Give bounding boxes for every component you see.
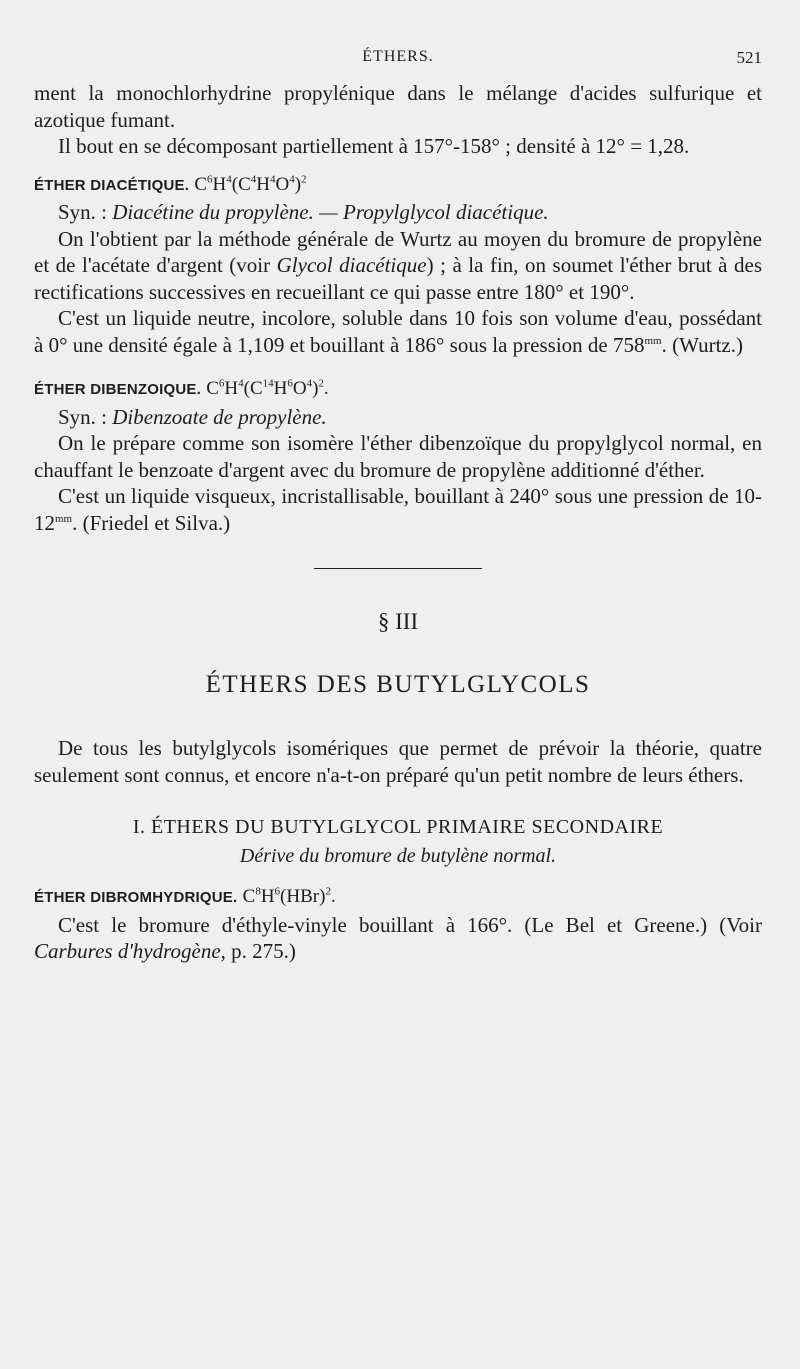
ether-name: ÉTHER DIBROMHYDRIQUE. — [34, 889, 238, 906]
body-text — [34, 80, 762, 965]
paragraph-description: C'est le bromure d'éthyle-vinyle bouillant à 166°. (Le Bel et Greene.) (Voir Carbures d'hydrogène, p. 275.) — [34, 912, 762, 963]
paragraph-properties: C'est un liquide visqueux, incristallisable, bouillant à 240° sous une pression de $10-12^{mm}$. (Friedel et Silva.) — [34, 484, 762, 535]
paragraph-continuation: ment la monochlorhydrine propylénique dans le mélange d'acides sulfurique et azotique fumant. — [34, 81, 762, 132]
section-divider — [314, 568, 482, 569]
running-head — [34, 48, 762, 72]
section-title: ÉTHERS DES BUTYLGLYCOLS — [205, 671, 591, 698]
page — [34, 0, 762, 1369]
paragraph-preparation: On le prépare comme son isomère l'éther dibenzoïque du propylglycol normal, en chauffant le benzoate d'argent avec du bromure de propylène additionné d'éther. — [34, 431, 762, 482]
ether-name: ÉTHER DIACÉTIQUE. — [34, 176, 190, 194]
ether-name: ÉTHER DIBENZOIQUE. — [34, 381, 201, 398]
chemical-formula: $C^6H^4(C^4H^4O^4)^2$ — [194, 173, 307, 195]
paragraph-properties: C'est un liquide neutre, incolore, soluble dans 10 fois son volume d'eau, possédant à 0° une densité égale à 1,109 et bouillant à 186° sous la pression de $758^{mm}$. (Wurtz.) — [34, 306, 762, 357]
subsection-subtitle: Dérive du bromure de butylène normal. — [239, 845, 557, 867]
cross-reference: Carbures d'hydrogène — [34, 939, 221, 963]
synonyms: Syn. : Diacétine du propylène. — Propylglycol diacétique. — [58, 200, 549, 224]
running-head-title: ÉTHERS. — [362, 48, 434, 65]
paragraph-preparation: On l'obtient par la méthode générale de Wurtz au moyen du bromure de propylène et de l'acétate d'argent (voir Glycol diacétique) ; à la fin, on soumet l'éther brut à des rectifications successives en recueillant ce qui passe entre 180° et 190°. — [34, 226, 762, 304]
ether-diacetique-heading — [34, 170, 762, 200]
ether-dibromhydrique-heading — [34, 882, 762, 912]
chemical-formula: $C^6H^4(C^{14}H^6O^4)^2$. — [206, 377, 329, 399]
page-number: 521 — [736, 48, 762, 67]
cross-reference: Glycol diacétique — [276, 253, 427, 277]
ether-dibenzoique-heading — [34, 374, 762, 404]
chemical-formula: $C^8H^6(HBr)^2$. — [242, 885, 336, 907]
synonyms: Syn. : Dibenzoate de propylène. — [58, 404, 327, 429]
paragraph-boiling-point: Il bout en se décomposant partiellement à 157°-158° ; densité à 12° = 1,28. — [58, 134, 690, 158]
section-number: § III — [377, 609, 419, 634]
section-intro: De tous les butylglycols isomériques que permet de prévoir la théorie, quatre seulement sont connus, et encore n'a-t-on préparé qu'un petit nombre de leurs éthers. — [34, 736, 762, 787]
subsection-title: I. ÉTHERS DU BUTYLGLYCOL PRIMAIRE SECONDAIRE — [132, 816, 664, 838]
